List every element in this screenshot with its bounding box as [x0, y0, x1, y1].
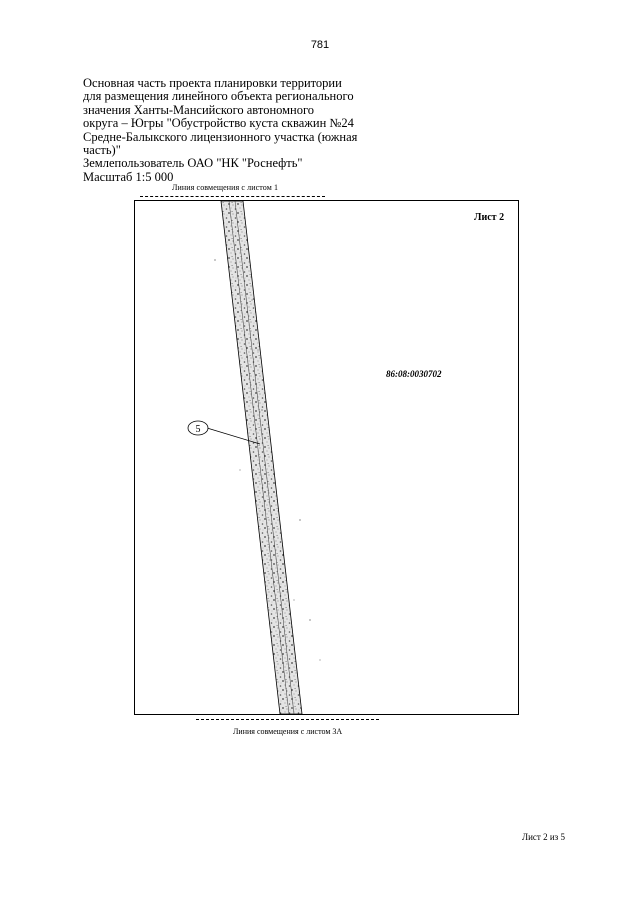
- strip-centerline: [235, 201, 294, 714]
- match-line-top-label: Линия совмещения с листом 1: [172, 183, 279, 192]
- strip-centerline: [229, 201, 289, 714]
- header-line: часть)": [83, 143, 121, 158]
- linear-object-strip: [221, 201, 302, 714]
- match-line-bottom: [196, 719, 379, 720]
- callout-number: 5: [195, 424, 201, 435]
- sheet-counter: Лист 2 из 5: [522, 832, 565, 842]
- header-line: для размещения линейного объекта регионального: [83, 89, 354, 104]
- sheet-title: Лист 2: [474, 212, 505, 223]
- header-line: Средне-Балыкского лицензионного участка (южная: [83, 129, 358, 144]
- cadastral-quarter-code: 86:08:0030702: [386, 369, 442, 379]
- header-line: значения Ханты-Мансийского автономного: [83, 102, 315, 117]
- header-line: округа – Югры "Обустройство куста скважин №24: [83, 116, 354, 131]
- header-line: Масштаб 1:5 000: [83, 169, 174, 184]
- header-line: Землепользователь ОАО "НК "Роснефть": [83, 156, 303, 171]
- match-line-bottom-label: Линия совмещения с листом 3А: [233, 727, 343, 736]
- header-line: Основная часть проекта планировки территории: [83, 76, 342, 90]
- page-number: 781: [310, 39, 330, 51]
